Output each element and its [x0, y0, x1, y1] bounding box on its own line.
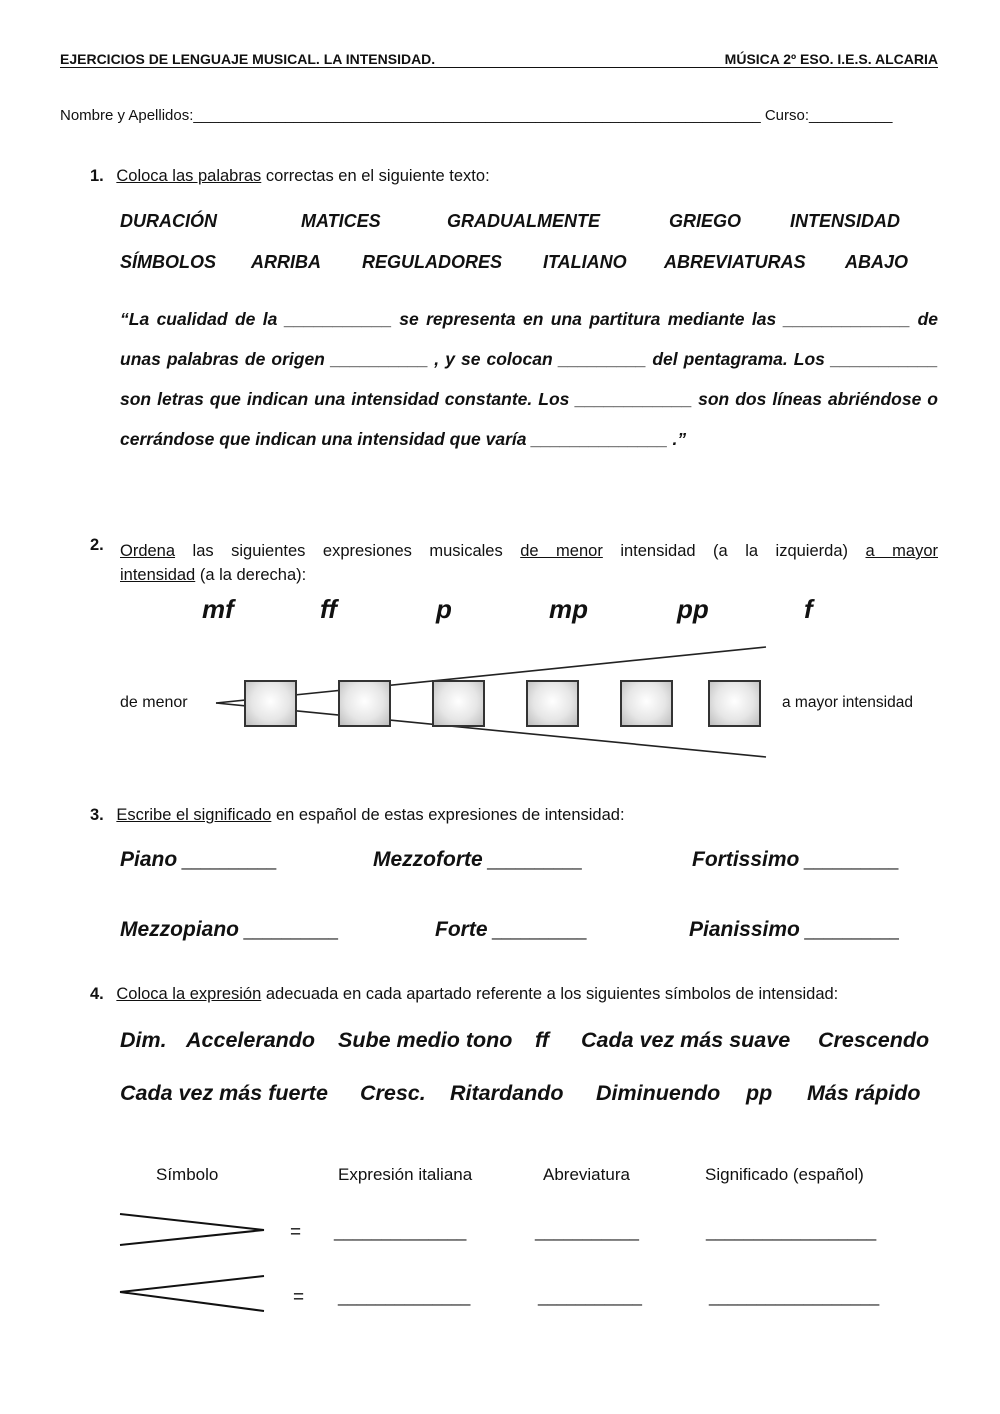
q4-expression: Cada vez más fuerte [120, 1081, 328, 1105]
header-course: MÚSICA 2º ESO. I.E.S. ALCARIA [724, 51, 938, 67]
table-header-abbreviation: Abreviatura [543, 1165, 630, 1184]
equals-sign: = [293, 1287, 305, 1308]
dynamic-mark: mp [549, 594, 588, 624]
q4-number: 4. [90, 985, 104, 1003]
q4-expression: Cada vez más suave [581, 1028, 791, 1052]
abbreviation-field[interactable]: ___________ [538, 1287, 643, 1306]
q2-right-label: a mayor intensidad [782, 694, 913, 711]
q3-blank[interactable]: __________ [804, 921, 899, 940]
q2-underlined: a mayor [865, 542, 938, 560]
header-title: EJERCICIOS DE LENGUAJE MUSICAL. LA INTENSIDAD. [60, 51, 436, 67]
q1-word: REGULADORES [362, 252, 503, 272]
dynamic-mark: p [436, 594, 452, 624]
q3-term: Forte [435, 918, 488, 941]
q1-word: ITALIANO [543, 252, 627, 272]
q1-word: GRADUALMENTE [447, 211, 600, 231]
q1-instruction-rest: correctas en el siguiente texto: [261, 167, 490, 185]
q1-fill-text[interactable]: “La cualidad de la ___________ se representa en una partitura mediante las _____________ de unas palabras de origen __________ , y se colocan _________ del pentagrama. Los ___________ son letras que indican una intensidad constante. Los ____________ son dos líneas abriéndose o cerrándose que indican una intensidad que varía ______________ .” [120, 309, 938, 449]
q3-blank[interactable]: __________ [803, 851, 899, 870]
q2-underlined: intensidad [120, 566, 196, 584]
dynamic-mark: f [804, 594, 813, 624]
q3-blank[interactable]: __________ [243, 921, 338, 940]
italian-expression-field[interactable]: ______________ [338, 1287, 471, 1306]
table-header-italian: Expresión italiana [338, 1165, 473, 1184]
q2-text: las siguientes expresiones musicales [175, 542, 521, 560]
decrescendo-symbol [120, 1214, 264, 1245]
q3-blank[interactable]: __________ [181, 851, 277, 870]
q1-word: GRIEGO [669, 211, 742, 231]
q4-expression: Accelerando [186, 1028, 316, 1052]
q2-underlined: Ordena [120, 542, 176, 560]
q3-term: Mezzopiano [120, 918, 239, 941]
q4-expression: ff [535, 1028, 549, 1052]
meaning-field[interactable]: __________________ [706, 1222, 877, 1241]
q3-instruction-underlined: Escribe el significado [116, 806, 272, 824]
q1-word: ABAJO [845, 252, 909, 272]
q2-number: 2. [90, 536, 104, 554]
course-field[interactable]: :__________ [804, 107, 893, 124]
q1-word: DURACIÓN [120, 211, 217, 231]
q2-underlined: de menor [520, 542, 603, 560]
table-header-symbol: Símbolo [156, 1165, 219, 1184]
q2-left-label: de menor [120, 694, 188, 711]
q3-blank[interactable]: __________ [487, 851, 582, 870]
q4-expression: pp [746, 1081, 773, 1105]
q1-number: 1. [90, 167, 104, 185]
name-field[interactable]: :___________________________________________________________________ [189, 107, 753, 124]
q1-word: ARRIBA [251, 252, 321, 272]
name-label: Nombre y Apellidos [60, 107, 190, 124]
q3-blank[interactable]: __________ [491, 921, 587, 940]
q3-number: 3. [90, 806, 104, 824]
dynamic-mark: ff [320, 594, 337, 624]
equals-sign: = [290, 1222, 302, 1243]
q4-expression: Cresc. [360, 1081, 426, 1105]
q1-word: SÍMBOLOS [120, 252, 217, 272]
q4-expression: Diminuendo [596, 1081, 721, 1105]
q2-text: intensidad (a la izquierda) [602, 542, 866, 560]
q1-word: ABREVIATURAS [664, 252, 806, 272]
q1-instruction-underlined: Coloca las palabras [116, 167, 262, 185]
q3-term: Piano [120, 848, 178, 871]
q4-expression: Sube medio tono [338, 1028, 513, 1052]
q4-expression: Más rápido [807, 1081, 921, 1105]
q4-expression: Ritardando [450, 1081, 564, 1105]
q3-term: Mezzoforte [373, 848, 483, 871]
q1-word: MATICES [301, 211, 381, 231]
q4-expression: Crescendo [818, 1028, 930, 1052]
meaning-field[interactable]: __________________ [709, 1287, 880, 1306]
q3-term: Fortissimo [692, 848, 800, 871]
q1-word: INTENSIDAD [790, 211, 901, 231]
dynamic-mark: pp [677, 594, 709, 624]
q3-instruction-rest: en español de estas expresiones de intensidad: [271, 806, 625, 824]
course-label: _ Curso [752, 107, 805, 124]
table-header-meaning: Significado (español) [705, 1165, 864, 1184]
italian-expression-field[interactable]: ______________ [334, 1222, 467, 1241]
q4-instruction-underlined: Coloca la expresión [116, 985, 262, 1003]
q2-text: (a la derecha): [195, 566, 307, 584]
abbreviation-field[interactable]: ___________ [535, 1222, 640, 1241]
q4-expression: Dim. [120, 1028, 167, 1052]
crescendo-symbol [120, 1276, 264, 1311]
q4-instruction-rest: adecuada en cada apartado referente a los siguientes símbolos de intensidad: [261, 985, 839, 1003]
dynamic-mark: mf [202, 594, 234, 624]
q3-term: Pianissimo [689, 918, 800, 941]
